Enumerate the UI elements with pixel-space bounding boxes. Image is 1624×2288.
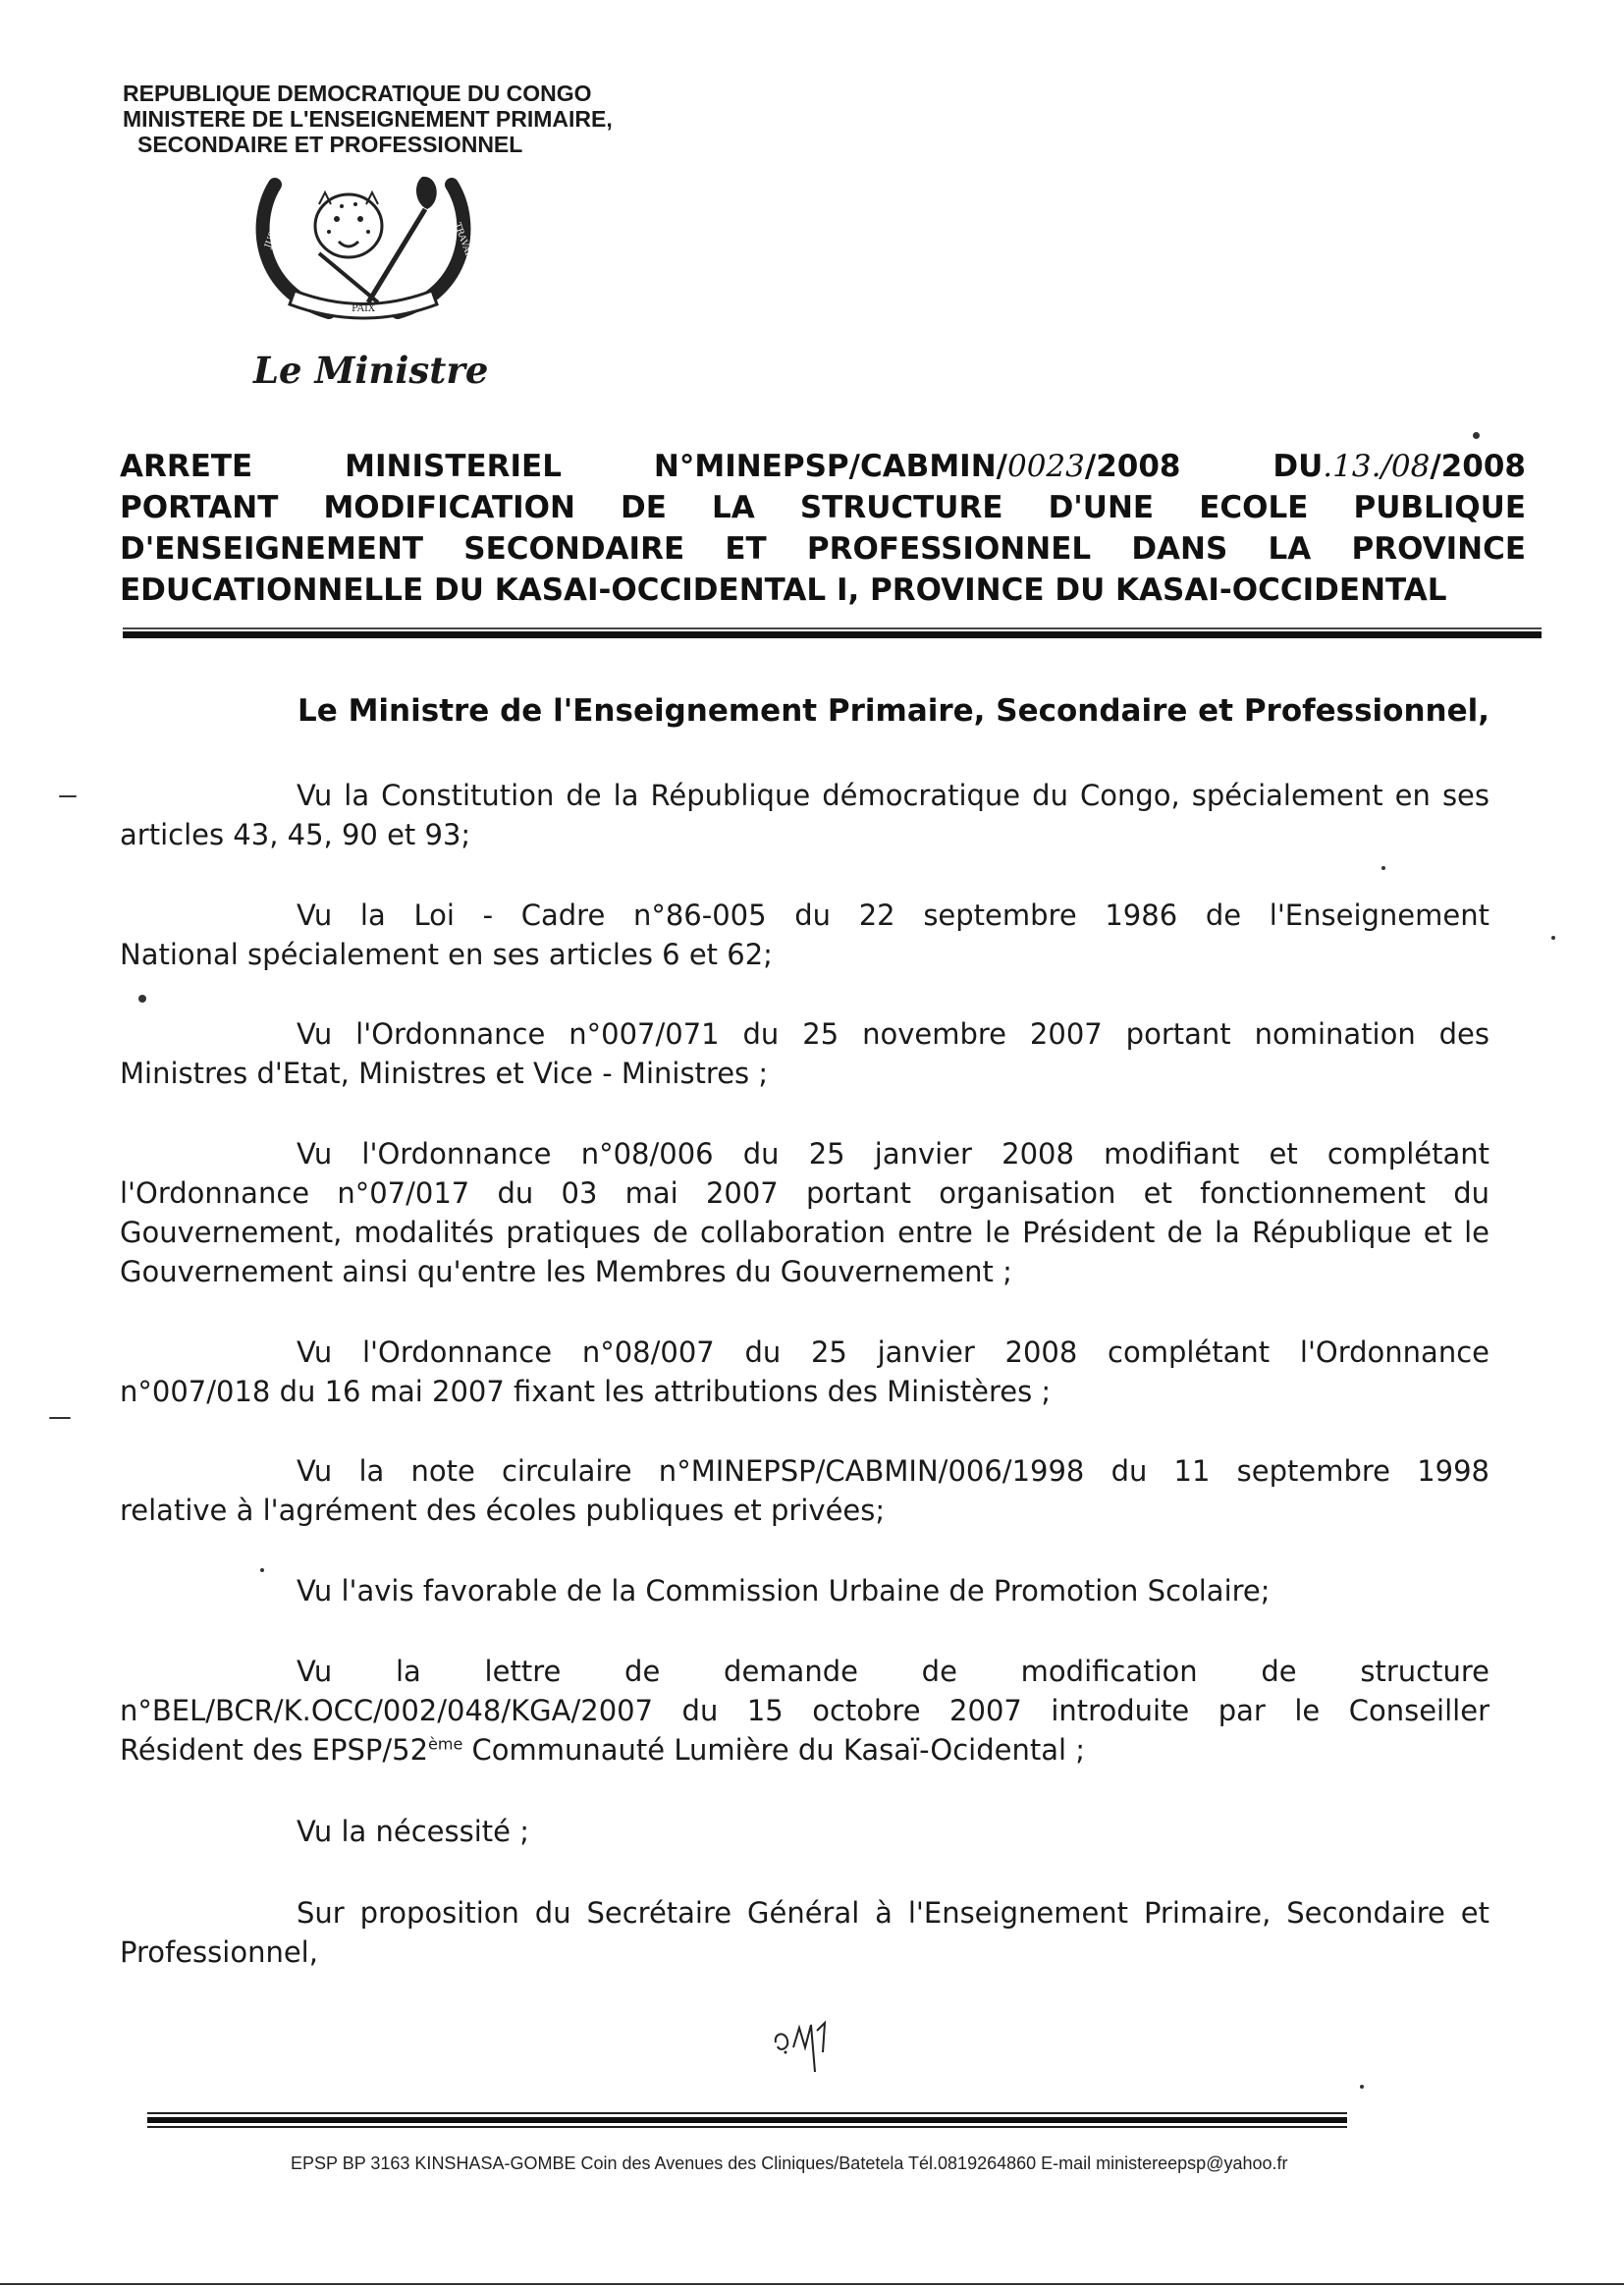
title-word: SECONDAIRE xyxy=(463,531,685,567)
page-bottom-edge xyxy=(0,2283,1624,2285)
title-word: MINISTERIEL xyxy=(345,449,562,484)
title-word: PUBLIQUE xyxy=(1353,490,1526,525)
footer-contact: EPSP BP 3163 KINSHASA-GOMBE Coin des Avenues des Cliniques/Batetela Tél.0819264860 E-mail ministereepsp@yahoo.fr xyxy=(291,2153,1288,2173)
title-word: PROFESSIONNEL xyxy=(806,531,1092,567)
scan-speck xyxy=(1381,866,1385,870)
title-word: ET xyxy=(725,531,767,567)
letterhead-ministry-cont: SECONDAIRE ET PROFESSIONNEL xyxy=(137,132,523,157)
decree-title-row-3 xyxy=(120,528,1526,570)
scan-speck xyxy=(59,795,77,797)
scan-speck xyxy=(1360,2085,1364,2089)
title-word: PROVINCE xyxy=(1351,531,1526,567)
recital-ordonnance-nomination: Vu l'Ordonnance n°007/071 du 25 novembre 2007 portant nomination des Ministres d'Etat, Ministres et Vice - Ministres ; xyxy=(120,1017,1489,1090)
recital-note-circulaire: Vu la note circulaire n°MINEPSP/CABMIN/006/1998 du 11 septembre 1998 relative à l'agrément des écoles publiques et privées; xyxy=(120,1454,1489,1527)
scan-speck xyxy=(1551,936,1555,940)
signature-title: Le Ministre xyxy=(253,349,489,392)
title-word: ARRETE xyxy=(120,449,253,484)
footer-divider-top xyxy=(147,2112,1347,2114)
coat-of-arms-emblem xyxy=(231,165,496,337)
title-word: LA xyxy=(1268,531,1312,567)
title-word: MODIFICATION xyxy=(323,490,575,525)
scan-speck xyxy=(138,995,146,1003)
scan-speck xyxy=(49,1417,71,1419)
emblem-motto-justice: JUSTICE xyxy=(263,208,287,250)
title-divider xyxy=(123,631,1542,638)
title-word: ECOLE xyxy=(1199,490,1309,525)
title-divider-thin xyxy=(123,627,1542,629)
decree-title-row-2 xyxy=(120,487,1526,528)
emblem-motto-paix: PAIX xyxy=(351,303,376,314)
scan-speck xyxy=(260,1568,264,1572)
footer-divider xyxy=(147,2117,1347,2123)
decree-title-row-4: EDUCATIONNELLE DU KASAI-OCCIDENTAL I, PROVINCE DU KASAI-OCCIDENTAL xyxy=(120,572,1447,608)
footer-divider-bottom xyxy=(147,2126,1347,2128)
letterhead-republic: REPUBLIQUE DEMOCRATIQUE DU CONGO xyxy=(123,81,592,106)
decree-number: N°MINEPSP/CABMIN/0023/2008 xyxy=(653,449,1181,484)
recital-lettre-demande: Vu la lettre de demande de modification de structure n°BEL/BCR/K.OCC/002/048/KGA/2007 du 15 octobre 2007 introduite par le Conseiller Résident des EPSP/52ème Communauté Lumière du Kasaï-Ocidental ; xyxy=(120,1655,1489,1767)
recital-avis-commission: Vu l'avis favorable de la Commission Urbaine de Promotion Scolaire; xyxy=(297,1574,1271,1607)
recital-constitution: Vu la Constitution de la République démocratique du Congo, spécialement en ses articles 43, 45, 90 et 93; xyxy=(120,779,1489,851)
scan-speck xyxy=(1473,432,1480,439)
title-word: D'ENSEIGNEMENT xyxy=(120,531,424,567)
recital-proposition: Sur proposition du Secrétaire Général à l'Enseignement Primaire, Secondaire et Professionnel, xyxy=(120,1896,1489,1969)
recital-necessite: Vu la nécessité ; xyxy=(297,1815,529,1848)
handwritten-initials xyxy=(766,2003,854,2077)
recital-ordonnance-gouvernement: Vu l'Ordonnance n°08/006 du 25 janvier 2008 modifiant et complétant l'Ordonnance n°07/017 du 03 mai 2007 portant organisation et fonctionnement du Gouvernement, modalités pratiques de collaboration entre le Président de la République et le Gouvernement ainsi qu'entre les Membres du Gouvernement ; xyxy=(120,1137,1489,1288)
title-word: STRUCTURE xyxy=(799,490,1003,525)
minister-heading: Le Ministre de l'Enseignement Primaire, Secondaire et Professionnel, xyxy=(298,693,1490,729)
title-word: LA xyxy=(712,490,755,525)
letterhead xyxy=(123,81,712,157)
title-word: PORTANT xyxy=(120,490,279,525)
emblem-motto-travail: TRAVAIL xyxy=(452,221,475,263)
title-word: DE xyxy=(621,490,667,525)
title-word: D'UNE xyxy=(1048,490,1155,525)
decree-date: DU.13./08/2008 xyxy=(1272,449,1526,484)
title-word: DANS xyxy=(1131,531,1228,567)
decree-title-row-1 xyxy=(120,446,1526,487)
letterhead-ministry: MINISTERE DE L'ENSEIGNEMENT PRIMAIRE, xyxy=(123,106,613,132)
recital-ordonnance-attributions: Vu l'Ordonnance n°08/007 du 25 janvier 2008 complétant l'Ordonnance n°007/018 du 16 mai 2007 fixant les attributions des Ministères ; xyxy=(120,1335,1489,1408)
recital-loi-cadre: Vu la Loi - Cadre n°86-005 du 22 septembre 1986 de l'Enseignement National spécialement en ses articles 6 et 62; xyxy=(120,899,1489,971)
decree-title xyxy=(120,446,1526,611)
